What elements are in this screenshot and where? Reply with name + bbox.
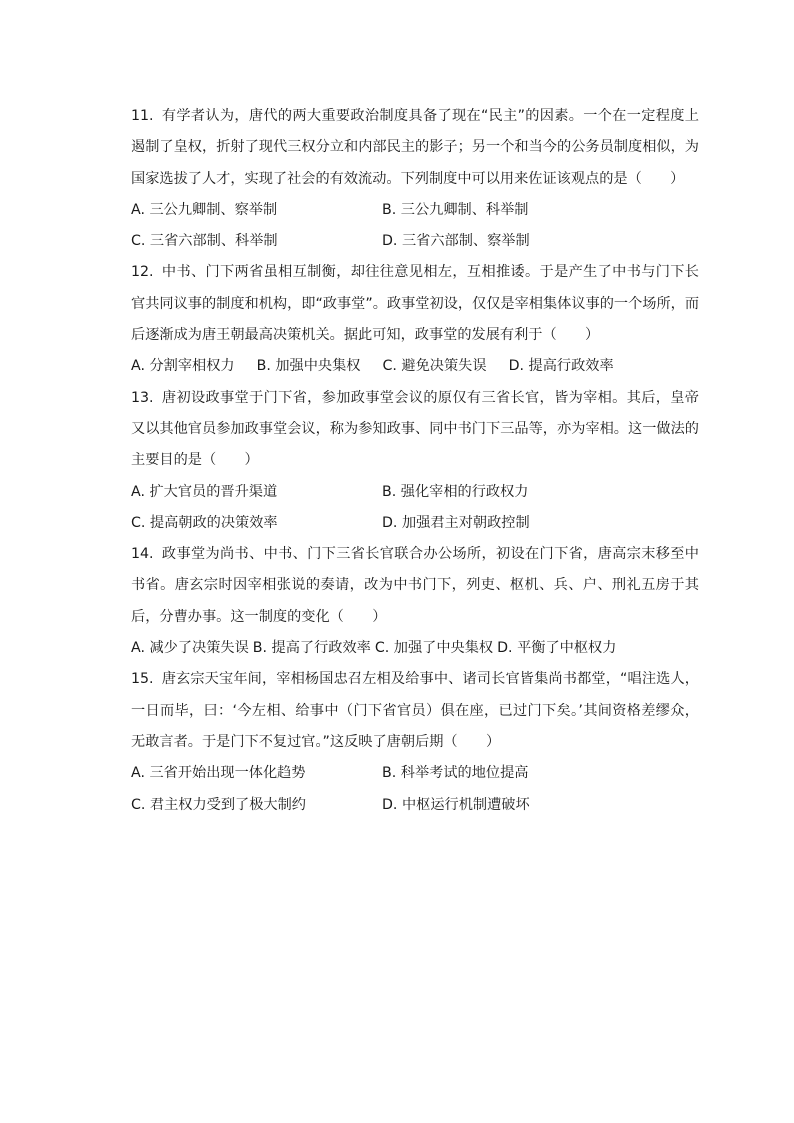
question-stem xyxy=(131,383,699,477)
option-b: B. 三公九卿制、科举制 xyxy=(382,201,529,218)
option-row xyxy=(131,351,699,382)
option-grid xyxy=(131,195,699,258)
option-c: C. 君主权力受到了极大制约 xyxy=(131,796,306,813)
option-grid xyxy=(131,477,699,540)
question-text: 唐玄宗天宝年间，宰相杨国忠召左相及给事中、诸司长官皆集尚书都堂，“唱注选人，一日而毕，曰：‘今左相、给事中（门下省官员）俱在座，已过门下矣。’其间资格差缪众，无敢言者。于是门下不复过官。”这反映了唐朝后期（ ） xyxy=(131,671,699,750)
question-text: 唐初设政事堂于门下省，参加政事堂会议的原仅有三省长官，皆为宰相。其后，皇帝又以其他官员参加政事堂会议，称为参知政事、同中书门下三品等，亦为宰相。这一做法的主要目的是（ ） xyxy=(131,389,699,469)
question-text: 中书、门下两省虽相互制衡，却往往意见相左，互相推诿。于是产生了中书与门下长官共同议事的制度和机构，即“政事堂”。政事堂初设，仅仅是宰相集体议事的一个场所，而后逐渐成为唐王朝最高决策机关。据此可知，政事堂的发展有利于（ ） xyxy=(131,264,700,344)
option-b: B. 加强中央集权 xyxy=(256,358,361,375)
option-d: D. 三省六部制、察举制 xyxy=(382,233,530,250)
option-d: D. 提高行政效率 xyxy=(508,358,614,375)
option-d: D. 加强君主对朝政控制 xyxy=(382,514,530,531)
question-12 xyxy=(131,257,699,382)
question-stem xyxy=(131,539,699,633)
question-number: 13. xyxy=(131,389,154,406)
option-c: C. 提高朝政的决策效率 xyxy=(131,514,278,531)
question-number: 11. xyxy=(131,108,154,124)
option-row xyxy=(131,633,699,664)
option-b: B. 强化宰相的行政权力 xyxy=(382,483,529,500)
question-14 xyxy=(131,539,699,664)
question-15 xyxy=(131,664,699,820)
question-stem xyxy=(131,101,699,195)
option-a: A. 扩大官员的晋升渠道 xyxy=(131,483,278,500)
question-number: 12. xyxy=(131,264,154,281)
question-text: 有学者认为，唐代的两大重要政治制度具备了现在“民主”的因素。一个在一定程度上遏制了皇权，折射了现代三权分立和内部民主的影子；另一个和当今的公务员制度相似，为国家选拔了人才，实现了社会的有效流动。下列制度中可以用来佐证该观点的是（ ） xyxy=(131,108,699,187)
question-13 xyxy=(131,383,699,539)
question-number: 14. xyxy=(131,546,154,563)
option-d: D. 平衡了中枢权力 xyxy=(497,640,617,657)
question-11 xyxy=(131,101,699,257)
question-stem xyxy=(131,257,699,351)
option-b: B. 提高了行政效率 xyxy=(252,640,371,657)
question-text: 政事堂为尚书、中书、门下三省长官联合办公场所，初设在门下省，唐高宗末移至中书省。唐玄宗时因宰相张说的奏请，改为中书门下，列吏、枢机、兵、户、刑礼五房于其后，分曹办事。这一制度的变化（ ） xyxy=(131,546,699,625)
option-a: A. 减少了决策失误 xyxy=(131,640,249,657)
question-list xyxy=(131,101,699,821)
question-stem xyxy=(131,664,699,758)
option-c: C. 加强了中央集权 xyxy=(374,640,494,657)
option-d: D. 中枢运行机制遭破坏 xyxy=(382,796,530,813)
question-number: 15. xyxy=(131,671,154,688)
option-c: C. 避免决策失误 xyxy=(382,358,487,375)
option-a: A. 三省开始出现一体化趋势 xyxy=(131,765,306,782)
option-grid xyxy=(131,758,699,821)
option-b: B. 科举考试的地位提高 xyxy=(382,765,529,782)
option-a: A. 分割宰相权力 xyxy=(131,358,235,375)
option-c: C. 三省六部制、科举制 xyxy=(131,233,278,250)
option-a: A. 三公九卿制、察举制 xyxy=(131,201,278,218)
